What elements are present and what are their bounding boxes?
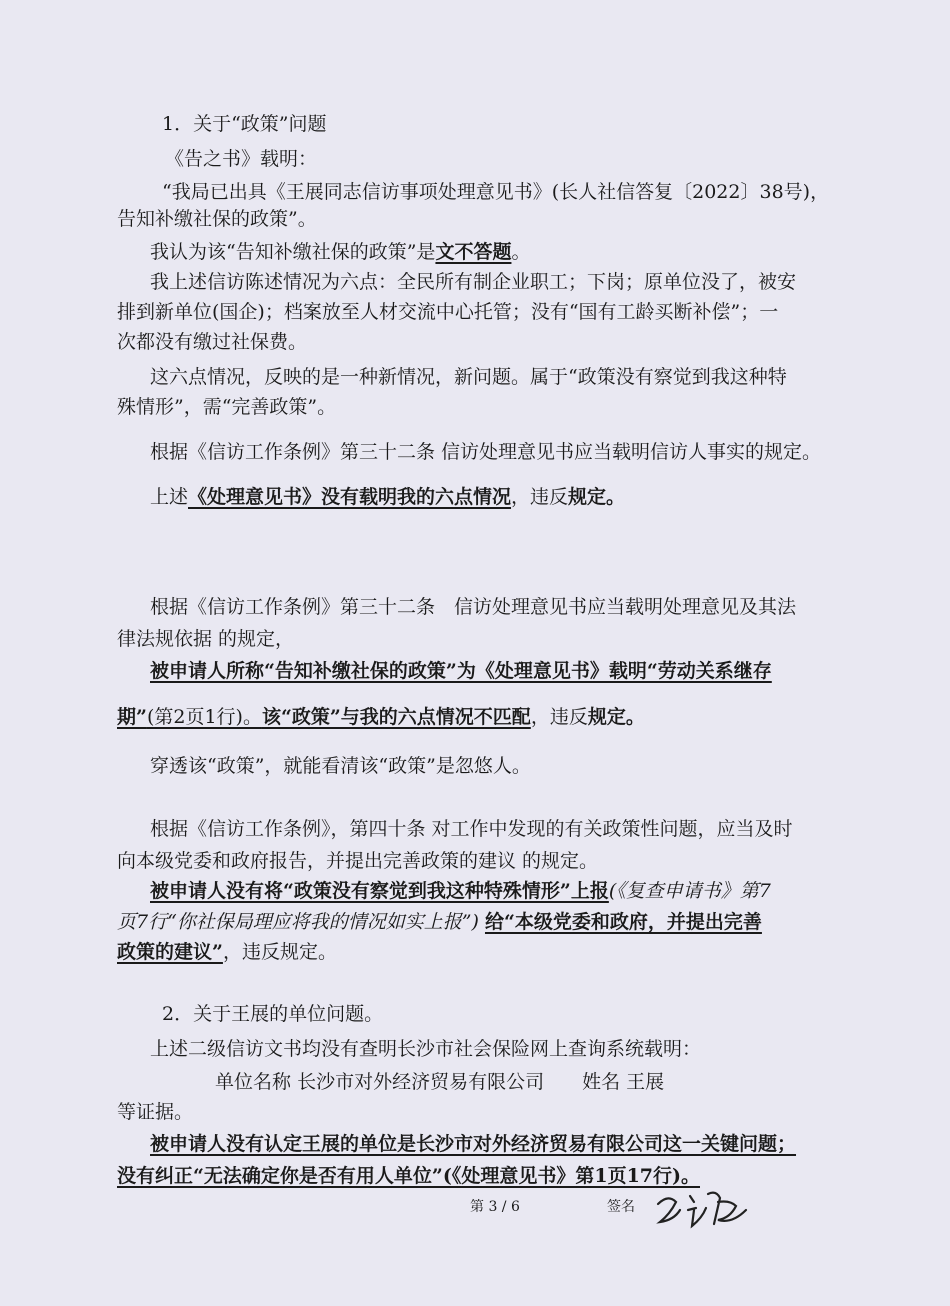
opinion-paragraph: 我认为该“告知补缴社保的政策”是文不答题。 xyxy=(150,241,531,263)
claim-line: 页7行“你社保局理应将我的情况如实上报”) 给“本级党委和政府，并提出完善 xyxy=(117,911,762,933)
claim-line: 期”(第2页1行)。该“政策”与我的六点情况不匹配，违反规定。 xyxy=(117,706,645,728)
rule-citation: 根据《信访工作条例》第三十二条 信访处理意见书应当载明信访人事实的规定。 xyxy=(150,441,822,463)
paragraph-line: 这六点情况，反映的是一种新情况，新问题。属于“政策没有察觉到我这种特 xyxy=(150,366,787,388)
paragraph-line: 等证据。 xyxy=(117,1101,194,1123)
claim-line: 政策的建议”，违反规定。 xyxy=(117,941,337,963)
claim-line: 被申请人所称“告知补缴社保的政策”为《处理意见书》载明“劳动关系继存 xyxy=(150,660,772,682)
paragraph-line: 殊情形”，需“完善政策”。 xyxy=(117,396,337,418)
paragraph-line: 次都没有缴过社保费。 xyxy=(117,331,308,353)
rule-citation: 根据《信访工作条例》，第四十条 对工作中发现的有关政策性问题，应当及时 xyxy=(150,818,793,840)
paragraph-line: 穿透该“政策”，就能看清该“政策”是忽悠人。 xyxy=(150,755,531,777)
claim-line: 被申请人没有将“政策没有察觉到我这种特殊情形”上报(《复查申请书》第7 xyxy=(150,880,771,902)
section-2-heading: 2．关于王展的单位问题。 xyxy=(162,1003,384,1025)
paragraph-line: 排到新单位(国企)；档案放至人材交流中心托管；没有“国有工龄买断补偿”；一 xyxy=(117,301,779,323)
quote-label: 《告之书》载明： xyxy=(165,148,318,170)
claim-line: 被申请人没有认定王展的单位是长沙市对外经济贸易有限公司这一关键问题； xyxy=(150,1133,797,1155)
paragraph-line: 上述二级信访文书均没有查明长沙市社会保险网上查询系统载明： xyxy=(150,1038,702,1060)
quote-line: 告知补缴社保的政策”。 xyxy=(117,208,317,230)
section-1-heading: 1．关于“政策”问题 xyxy=(162,113,327,135)
rule-citation: 根据《信访工作条例》第三十二条 信访处理意见书应当载明处理意见及其法 xyxy=(150,596,797,618)
signature-label: 签名 xyxy=(607,1199,635,1215)
record-line: 单位名称 长沙市对外经济贸易有限公司 姓名 王展 xyxy=(215,1071,665,1093)
handwritten-signature xyxy=(650,1180,760,1240)
paragraph-line: 向本级党委和政府报告，并提出完善政策的建议 的规定。 xyxy=(117,850,599,872)
violation-statement: 上述《处理意见书》没有载明我的六点情况，违反规定。 xyxy=(150,486,626,508)
quote-line: “我局已出具《王展同志信访事项处理意见书》(长人社信答复〔2022〕38号)， xyxy=(162,181,830,203)
paragraph-line: 律法规依据 的规定， xyxy=(117,628,295,650)
paragraph-line: 我上述信访陈述情况为六点：全民所有制企业职工；下岗；原单位没了，被安 xyxy=(150,271,797,293)
emphasis-text: 《处理意见书》没有载明我的六点情况 xyxy=(188,486,512,508)
page-number: 第 3 / 6 xyxy=(470,1199,520,1215)
emphasis-text: 文不答题 xyxy=(435,241,512,263)
claim-line: 没有纠正“无法确定你是否有用人单位”(《处理意见书》第1页17行)。 xyxy=(117,1165,700,1187)
